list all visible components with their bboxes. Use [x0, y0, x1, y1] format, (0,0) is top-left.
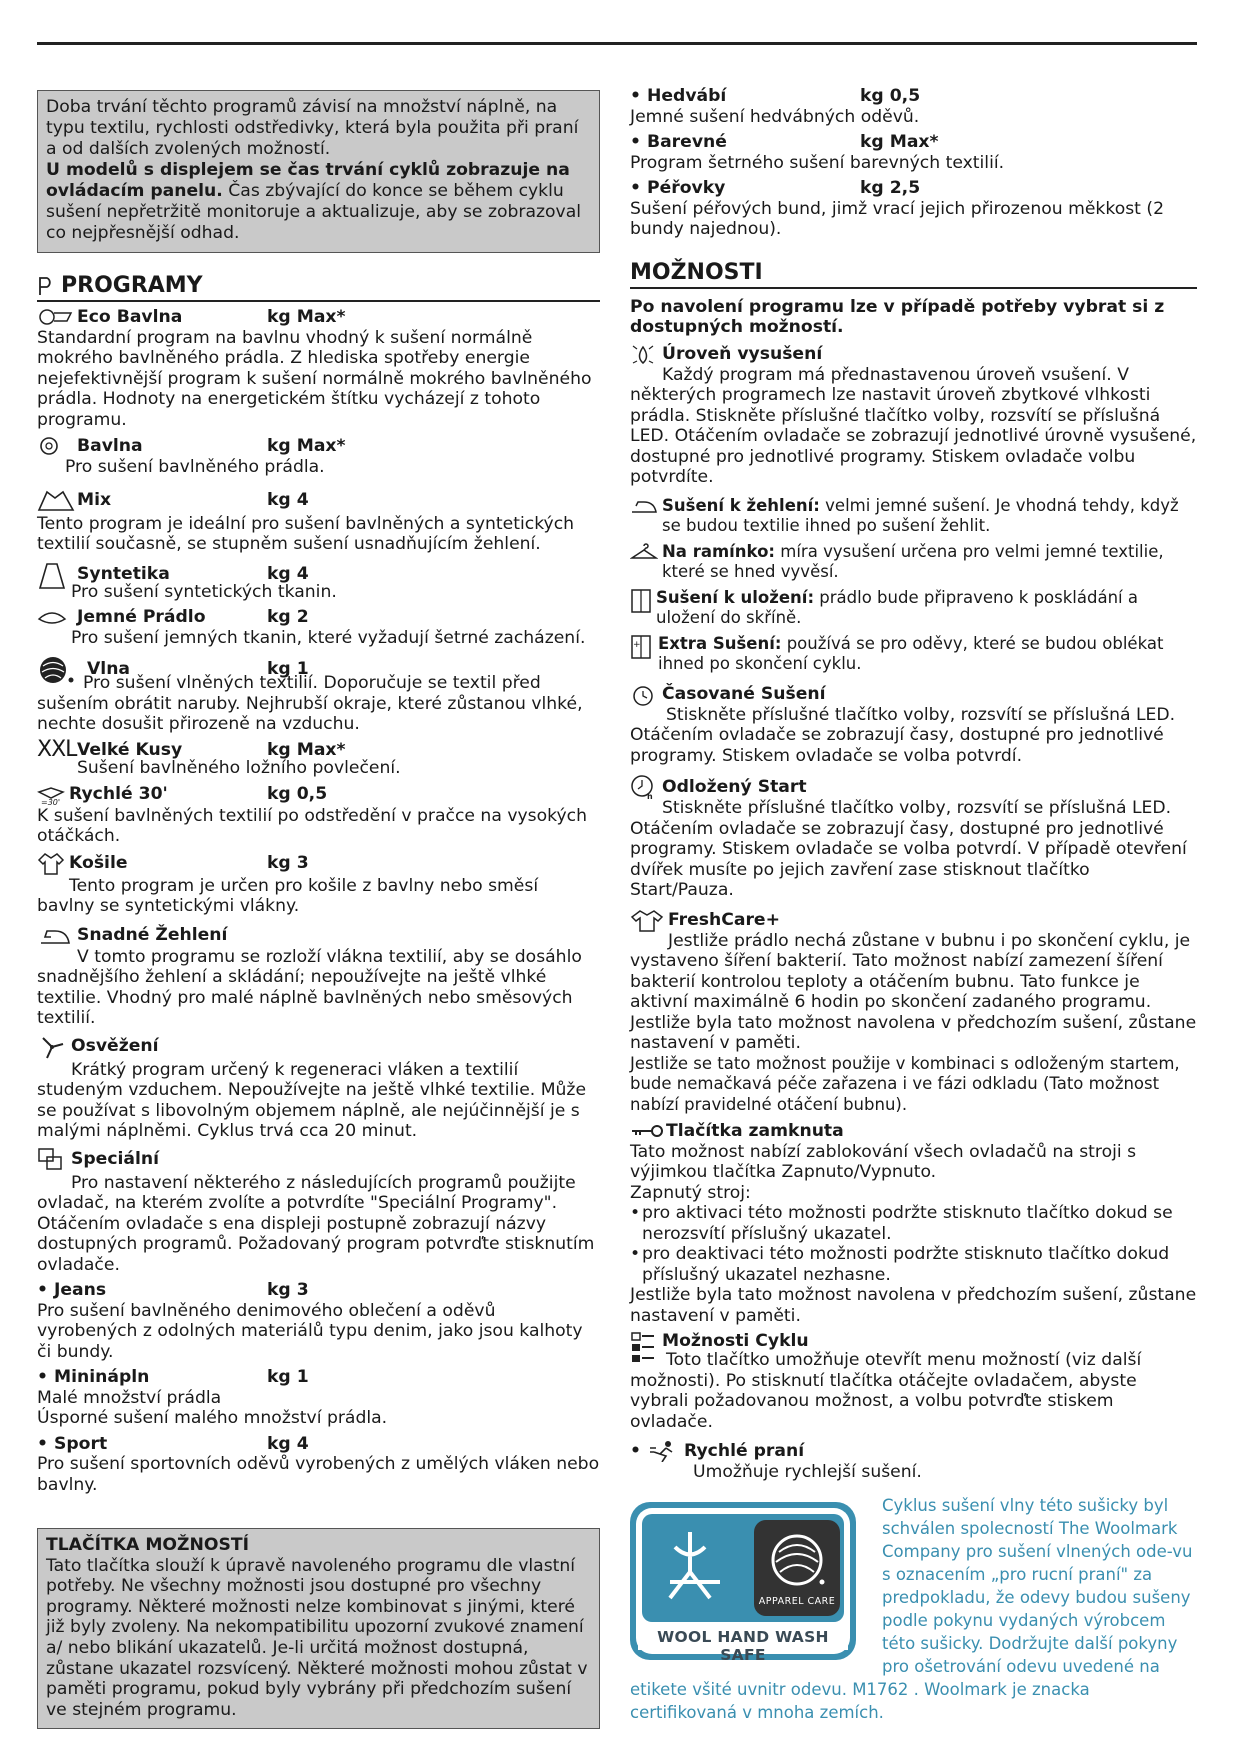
svg-text:h: h [647, 792, 653, 800]
wool-hand-wash-badge: WOOL HAND WASH SAFE [657, 1628, 829, 1664]
option-desc: Umožňuje rychlejší sušení. [693, 1462, 922, 1482]
extra-dry-icon [630, 634, 658, 675]
wool-icon [37, 653, 77, 685]
program-desc: K sušení bavlněných textilií po odstředění v pračce na vysokých otáčkách. [37, 805, 587, 846]
special-icon [37, 1147, 71, 1173]
top-rule [37, 42, 1197, 45]
option-desc: Toto tlačítko umožňuje otevřít menu možností (viz další možnosti). Po stisknutí tlačítka otáčejte ovladačem, abyste vybrali požadovanou možnost, a volbu potvrďte stiskem ovladače. [630, 1350, 1142, 1432]
cotton-icon [37, 435, 77, 457]
program-name: Bavlna [77, 435, 143, 456]
option-name: Úroveň vysušení [662, 344, 823, 365]
program-load: kg Max* [860, 132, 939, 152]
programs-icon [37, 275, 53, 297]
program-velke-kusy [37, 736, 600, 779]
option-timed-dry [630, 683, 1197, 767]
option-name: Rychlé praní [684, 1440, 805, 1461]
program-osvezeni [37, 1034, 600, 1142]
program-load: kg 3 [267, 853, 309, 874]
option-desc: Tato možnost nabízí zablokování všech ovladačů na stroji s výjimkou tlačítka Zapnuto/Vypnuto. [630, 1141, 1137, 1182]
hanger-icon [630, 542, 662, 583]
level-name: Sušení k uložení: [656, 587, 815, 607]
duration-note-p1: Doba trvání těchto programů závisí na množství náplně, na typu textilu, rychlosti odstředivky, která byla použita při praní a od dalších zvolených možností. [46, 97, 579, 159]
program-desc: Program šetrného sušení barevných textilií. [630, 152, 1005, 173]
program-load: kg 2 [267, 607, 309, 627]
duration-note-box [37, 90, 600, 253]
program-kosile [37, 852, 600, 917]
program-name: • Hedvábí [630, 86, 860, 107]
program-load: kg 4 [267, 1433, 309, 1454]
level-name: Sušení k žehlení: [662, 495, 820, 515]
program-load: kg Max* [267, 739, 346, 760]
program-barevne [630, 132, 1197, 173]
option-quick-wash: • Rychlé praní Umožňuje rychlejší sušení. [630, 1440, 1197, 1483]
svg-text:+: + [633, 639, 641, 650]
option-name: Časované Sušení [662, 684, 826, 705]
option-name: Odložený Start [662, 776, 807, 797]
option-delay-start [630, 774, 1197, 901]
shirt-icon [37, 852, 69, 876]
program-desc: Pro sušení jemných tkanin, které vyžadují šetrné zacházení. [71, 627, 586, 648]
program-snadne-zehleni [37, 925, 600, 1029]
option-name: FreshCare+ [668, 910, 780, 931]
program-vlna [37, 653, 600, 735]
wool-logo-spacer [630, 1494, 882, 1662]
refresh-fan-icon [37, 1034, 71, 1060]
level-name: Extra Sušení: [658, 633, 782, 653]
option-bullet: pro aktivaci této možnosti podržte stisknuto tlačítko dokud se nerozsvítí příslušný ukazatel. [642, 1203, 1173, 1244]
program-desc: Krátký program určený k regeneraci vláken a textilií studeným vzduchem. Nepoužívejte na ještě vlhké textilie. Může se používat s libovolným objemem náplně, ale nejúčinnější je s malými náplněmi. Cyklus trvá cca 20 minut. [37, 1059, 587, 1141]
program-desc: Malé množství prádla Úsporné sušení malého množství prádla. [37, 1387, 388, 1428]
dryness-level-iron [630, 496, 1197, 537]
option-dryness [630, 343, 1197, 488]
options-heading [630, 260, 1197, 289]
programs-heading [37, 273, 600, 302]
program-name: Eco Bavlna [77, 307, 183, 327]
woolmark-text: Cyklus sušení vlny této sušicky byl schválen spolecností The Woolmark Company pro sušení vlnených ode-vu s oznacením „pro rucní praní" za predpokladu, že odevy budou sušeny podle pokynu vydaných výrobcem této sušicky. Dodržujte další pokyny pro ošetrování odevu uvedené na etikete všité uvnitr odevu. M1762 . Woolmark je znacka certifikovaná v mnoha zemích. [630, 1496, 1193, 1722]
program-name: Vlna [87, 658, 131, 679]
program-bavlna [37, 435, 600, 478]
level-desc: míra vysušení určena pro velmi jemné textilie, které se hned vyvěsí. [662, 541, 1164, 581]
program-name: • Jeans [37, 1280, 267, 1301]
level-desc: prádlo bude připraveno k poskládání a uložení do skříně. [656, 587, 1138, 627]
program-name: Rychlé 30' [69, 784, 168, 805]
eco-cotton-icon [37, 307, 77, 327]
timer-icon [630, 683, 662, 707]
program-desc: Pro nastavení některého z následujících programů použijte ovladač, na kterém zvolíte a potvrdíte "Speciální Programy". Otáčením ovladače s ena displeji postupně zobrazují názvy dostupných programů. Požadovaný program potvrďte stisknutím ovladače. [37, 1172, 595, 1275]
option-desc: Jestliže prádlo nechá zůstane v bubnu i po skončení cyklu, je vystaveno šíření bakterií. Tato možnost nabízí zamezení šíření bakterií kontrolou teploty a otáčením bubnu. Tato funkce je aktivní maximálně 6 hodin po skončení zadaného programu. Jestliže byla tato možnost navolena v předchozím sušení, zůstane nastavení v paměti. [630, 930, 1197, 1053]
program-desc: Tento program je určen pro košile z bavlny nebo směsí bavlny se syntetickými vlákny. [37, 875, 539, 916]
program-load: kg 1 [267, 1367, 309, 1387]
option-freshcare [630, 909, 1197, 1116]
program-desc: Pro sušení sportovních oděvů vyrobených z umělých vláken nebo bavlny. [37, 1454, 600, 1495]
option-bullet: pro deaktivaci této možnosti podržte stisknuto tlačítko dokud příslušný ukazatel nezhasne. [642, 1244, 1170, 1285]
program-load: kg 0,5 [267, 784, 328, 805]
option-desc-2: Jestliže se tato možnost použije v kombinaci s odloženým startem, bude nemačkavá péče zařazena i ve fázi odkladu (Tato možnost nabízí pravidelné otáčení bubnu). [630, 1053, 1180, 1114]
program-sport [37, 1434, 600, 1496]
options-title: MOŽNOSTI [630, 259, 763, 285]
level-desc: používá se pro oděvy, které se budou oblékat ihned po skončení cyklu. [658, 633, 1164, 673]
program-name: • Péřovky [630, 178, 860, 199]
program-jeans [37, 1280, 600, 1362]
woolmark-block [630, 1494, 1197, 1734]
level-desc: velmi jemné sušení. Je vhodná tehdy, když se budou textilie ihned po sušení žehlit. [662, 495, 1179, 535]
program-name: Košile [69, 853, 128, 874]
option-key-lock: Tlačítka zamknuta Tato možnost nabízí zablokování všech ovladačů na stroji s výjimkou tlačítka Zapnuto/Vypnuto. Zapnutý stroj: • pro aktivaci této možnosti podržte stisknuto tlačítko dokud se nerozsvítí příslušný ukazatel. • pro deaktivaci této možnosti podržte stisknuto tlačítko dokud příslušný ukazatel nezhasne. Jestliže byla tato možnost navolena v předchozím sušení, zůstane nastavení v paměti. [630, 1121, 1197, 1326]
svg-text:=30': =30' [41, 797, 61, 806]
program-jemne-pradlo [37, 607, 600, 648]
program-desc: Tento program je ideální pro sušení bavlněných a syntetických textilií současně, se stupněm sušení usnadňujícím žehlení. [37, 513, 575, 554]
option-desc: Stiskněte příslušné tlačítko volby, rozsvítí se příslušná LED. Otáčením ovladače se zobrazují časy, dostupné pro jednotlivé programy. Stiskem ovladače se volba potvrdí. [630, 704, 1176, 766]
dryness-icon [630, 343, 662, 367]
key-lock-icon [630, 1123, 666, 1139]
option-end: Jestliže byla tato možnost navolena v předchozím sušení, zůstane nastavení v paměti. [630, 1285, 1197, 1326]
program-name: Snadné Žehlení [77, 925, 228, 946]
options-intro: Po navolení programu lze v případě potřeby vybrat si z dostupných možností. [630, 296, 1165, 337]
program-name: • Barevné [630, 132, 860, 153]
cupboard-icon [630, 588, 656, 629]
program-perovky [630, 178, 1197, 240]
program-name: Jemné Prádlo [77, 607, 206, 627]
program-load: kg 4 [267, 564, 309, 585]
program-load: kg Max* [267, 307, 346, 327]
program-name: Osvěžení [71, 1036, 159, 1057]
program-name: Mix [77, 490, 112, 511]
program-name: Speciální [71, 1149, 160, 1170]
dryness-level-cupboard [630, 588, 1197, 629]
option-desc: Každý program má přednastavenou úroveň vsušení. V některých programech lze nastavit úroveň zbytkové vlhkosti prádla. Stiskněte příslušné tlačítko volby, rozsvítí se příslušná LED. Otáčením ovladače se zobrazují jednotlivé úrovně vysušené, dostupné pro jednotlivé programy. Stiskem ovladače volbu potvrdíte. [630, 364, 1197, 487]
program-load: kg 2,5 [860, 178, 921, 198]
dryness-level-hanger [630, 542, 1197, 583]
mix-icon [37, 488, 77, 514]
duration-note-bold: U modelů s displejem se čas trvání cyklů zobrazuje na ovládacím panelu. [46, 160, 570, 201]
program-load: kg 4 [267, 490, 309, 511]
program-desc: Standardní program na bavlnu vhodný k sušení normálně mokrého bavlněného prádla. Z hlediska spotřeby energie nejefektivnější program k sušení normálně mokrého bavlněného prádla. Hodnoty na energetickém štítku vycházejí z tohoto programu. [37, 327, 592, 430]
programs-title: PROGRAMY [61, 273, 203, 298]
program-desc: Pro sušení bavlněného prádla. [65, 457, 325, 477]
program-desc: Sušení bavlněného ložního povlečení. [77, 758, 401, 778]
delicate-icon [37, 607, 77, 627]
program-name: • Mininápln [37, 1367, 267, 1388]
program-eco-bavlna [37, 307, 600, 430]
program-load: kg 0,5 [860, 86, 921, 106]
program-desc: Pro sušení bavlněného denimového oblečení a oděvů vyrobených z odolných materiálů typu denim, jako jsou kalhoty či bundy. [37, 1300, 583, 1362]
right-column [630, 86, 1197, 1483]
program-desc: Pro sušení vlněných textilií. Doporučuje se textil před sušením obrátit naruby. Nejhrubší okraje, které zůstanou vlhké, nechte dosušit přirozeně na vzduchu. [37, 673, 583, 734]
program-name: Syntetika [77, 564, 170, 585]
apparel-care-label: APPAREL CARE [758, 1596, 836, 1607]
program-hedvabi [630, 86, 1197, 127]
left-column [37, 90, 600, 1495]
option-name: Tlačítka zamknuta [666, 1121, 844, 1141]
program-desc: V tomto programu se rozloží vlákna textilií, aby se dosáhlo snadnějšího žehlení a skládání; nepoužívejte na ještě vlhké textilie. Vhodný pro malé náplně bavlněných nebo směsových textilií. [37, 946, 582, 1028]
option-buttons-box [37, 1528, 600, 1729]
program-load: kg 3 [267, 1280, 309, 1300]
xxl-icon: XXL [37, 736, 77, 762]
program-syntetika [37, 560, 600, 603]
program-desc: Jemné sušení hedvábných oděvů. [630, 106, 920, 127]
duration-note-rest: Čas zbývající do konce se během cyklu sušení nepřetržitě monitoruje a aktualizuje, aby se zobrazoval co nejpřesnější odhad. [46, 181, 582, 243]
option-name: Možnosti Cyklu [662, 1330, 809, 1351]
option-sub: Zapnutý stroj: [630, 1182, 751, 1203]
program-load: kg 1 [267, 658, 309, 679]
program-desc: Sušení péřových bund, jimž vrací jejich přirozenou měkkost (2 bundy najednou). [630, 198, 1165, 239]
dryness-level-extra [630, 634, 1197, 675]
option-cycle-options [630, 1330, 1197, 1432]
quick-runner-icon [648, 1440, 684, 1462]
option-desc: Stiskněte příslušné tlačítko volby, rozsvítí se příslušná LED. Otáčením ovladače se zobrazují časy, dostupné pro jednotlivé programy. Stiskem ovladače se volba potvrdí. V případě otevření dvířek musíte po jejich zavření zase stisknout tlačítko Start/Pauza. [630, 798, 1187, 900]
delay-clock-icon [630, 774, 662, 800]
option-buttons-text: Tato tlačítka slouží k úpravě navoleného programu dle vlastní potřeby. Ne všechny možnosti jsou dostupné pro všechny programy. Některé možnosti nelze kombinovat s jinými, které již byly zvoleny. Na nekompatibilitu upozorní zvukové znamení a/ nebo blikání ukazatelů. Je-li určitá možnost dostupná, zůstane ukazatel rozsvícený. Některé možnosti mohou zůstat v paměti programu, pokud byly vybrány při předchozím sušení ve stejném programu. [46, 1555, 588, 1720]
program-name: Velké Kusy [77, 739, 183, 760]
program-mininapln [37, 1367, 600, 1429]
program-rychle-30 [37, 784, 600, 847]
iron-icon [37, 925, 77, 947]
program-mix [37, 488, 600, 555]
iron-dry-icon [630, 496, 662, 537]
program-desc: Pro sušení syntetických tkanin. [71, 581, 337, 602]
program-load: kg Max* [267, 435, 346, 456]
rapid-30-icon [37, 784, 69, 806]
option-buttons-title: TLAČÍTKA MOŽNOSTÍ [46, 1535, 249, 1555]
program-name: • Sport [37, 1434, 267, 1455]
cycle-options-icon [630, 1330, 662, 1364]
program-specialni [37, 1147, 600, 1276]
freshcare-shirt-icon [630, 909, 668, 933]
level-name: Na ramínko: [662, 541, 776, 561]
